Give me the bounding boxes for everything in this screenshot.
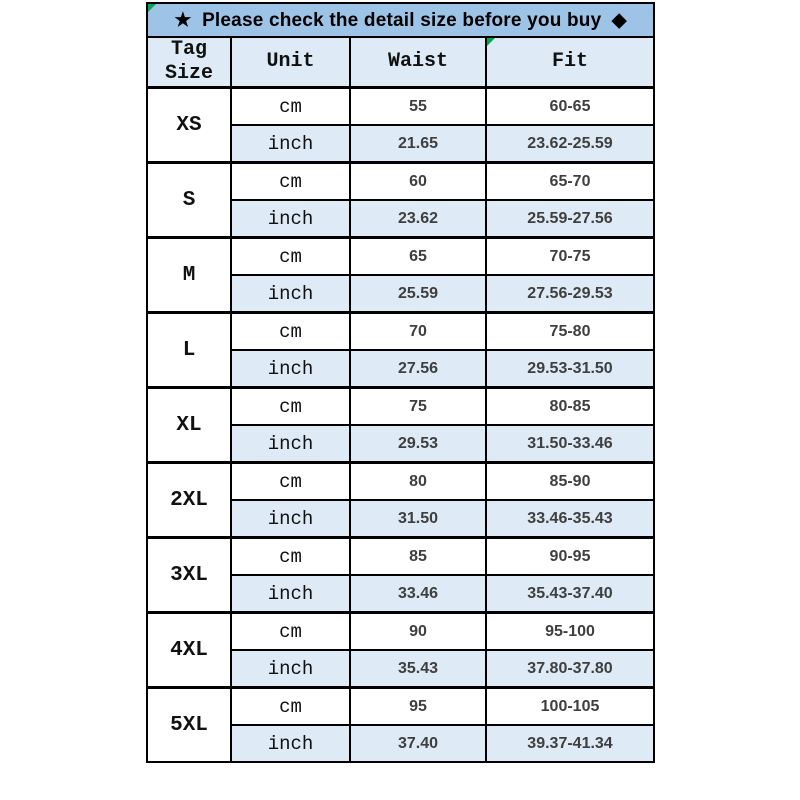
- table-row: [147, 463, 654, 501]
- waist-cell: 95: [350, 688, 486, 726]
- size-label-cell: M: [147, 238, 231, 313]
- waist-cell: 29.53: [350, 425, 486, 463]
- fit-cell: 31.50-33.46: [486, 425, 654, 463]
- unit-cell: cm: [231, 688, 350, 726]
- waist-cell: 55: [350, 88, 486, 126]
- size-label-cell: 2XL: [147, 463, 231, 538]
- fit-cell: 75-80: [486, 313, 654, 351]
- banner-text: Please check the detail size before you buy: [202, 9, 602, 31]
- fit-cell: 90-95: [486, 538, 654, 576]
- waist-cell: 37.40: [350, 725, 486, 762]
- unit-cell: cm: [231, 613, 350, 651]
- fit-cell: 100-105: [486, 688, 654, 726]
- star-icon: ★: [174, 9, 192, 31]
- fit-cell: 27.56-29.53: [486, 275, 654, 313]
- fit-cell: 25.59-27.56: [486, 200, 654, 238]
- header-cell-tag-size: Tag Size: [147, 37, 231, 88]
- unit-cell: inch: [231, 350, 350, 388]
- unit-cell: cm: [231, 238, 350, 276]
- waist-cell: 21.65: [350, 125, 486, 163]
- size-label-cell: 4XL: [147, 613, 231, 688]
- waist-cell: 90: [350, 613, 486, 651]
- table-row: [147, 613, 654, 651]
- table-row: [147, 88, 654, 126]
- header-label-fit: Fit: [552, 50, 589, 73]
- fit-cell: 95-100: [486, 613, 654, 651]
- table-row: [147, 163, 654, 201]
- table-row: [147, 538, 654, 576]
- banner: [147, 3, 654, 37]
- waist-cell: 60: [350, 163, 486, 201]
- green-corner-marker-icon: [487, 38, 495, 46]
- size-table: [146, 2, 655, 763]
- waist-cell: 25.59: [350, 275, 486, 313]
- header-row: [147, 37, 654, 88]
- fit-cell: 70-75: [486, 238, 654, 276]
- fit-cell: 29.53-31.50: [486, 350, 654, 388]
- fit-cell: 33.46-35.43: [486, 500, 654, 538]
- waist-cell: 75: [350, 388, 486, 426]
- waist-cell: 35.43: [350, 650, 486, 688]
- table-row: [147, 688, 654, 726]
- fit-cell: 85-90: [486, 463, 654, 501]
- fit-cell: 23.62-25.59: [486, 125, 654, 163]
- unit-cell: inch: [231, 725, 350, 762]
- waist-cell: 27.56: [350, 350, 486, 388]
- banner-row: [147, 3, 654, 37]
- fit-cell: 37.80-37.80: [486, 650, 654, 688]
- waist-cell: 33.46: [350, 575, 486, 613]
- size-label-cell: XS: [147, 88, 231, 163]
- waist-cell: 65: [350, 238, 486, 276]
- unit-cell: inch: [231, 125, 350, 163]
- size-label-cell: 3XL: [147, 538, 231, 613]
- size-label-cell: S: [147, 163, 231, 238]
- size-label-cell: XL: [147, 388, 231, 463]
- unit-cell: cm: [231, 388, 350, 426]
- green-corner-marker-icon: [148, 4, 156, 12]
- waist-cell: 85: [350, 538, 486, 576]
- unit-cell: cm: [231, 163, 350, 201]
- size-label-cell: 5XL: [147, 688, 231, 763]
- fit-cell: 80-85: [486, 388, 654, 426]
- fit-cell: 35.43-37.40: [486, 575, 654, 613]
- unit-cell: inch: [231, 500, 350, 538]
- unit-cell: cm: [231, 88, 350, 126]
- unit-cell: inch: [231, 650, 350, 688]
- header-cell-unit: Unit: [231, 37, 350, 88]
- header-cell-fit: [486, 37, 654, 88]
- waist-cell: 31.50: [350, 500, 486, 538]
- waist-cell: 70: [350, 313, 486, 351]
- size-label-cell: L: [147, 313, 231, 388]
- fit-cell: 39.37-41.34: [486, 725, 654, 762]
- unit-cell: cm: [231, 538, 350, 576]
- unit-cell: cm: [231, 463, 350, 501]
- fit-cell: 60-65: [486, 88, 654, 126]
- diamond-icon: ◆: [611, 9, 627, 31]
- waist-cell: 23.62: [350, 200, 486, 238]
- unit-cell: inch: [231, 200, 350, 238]
- table-row: [147, 313, 654, 351]
- size-chart: [146, 2, 653, 763]
- table-row: [147, 388, 654, 426]
- unit-cell: inch: [231, 425, 350, 463]
- fit-cell: 65-70: [486, 163, 654, 201]
- unit-cell: inch: [231, 275, 350, 313]
- waist-cell: 80: [350, 463, 486, 501]
- table-row: [147, 238, 654, 276]
- header-cell-waist: Waist: [350, 37, 486, 88]
- unit-cell: inch: [231, 575, 350, 613]
- unit-cell: cm: [231, 313, 350, 351]
